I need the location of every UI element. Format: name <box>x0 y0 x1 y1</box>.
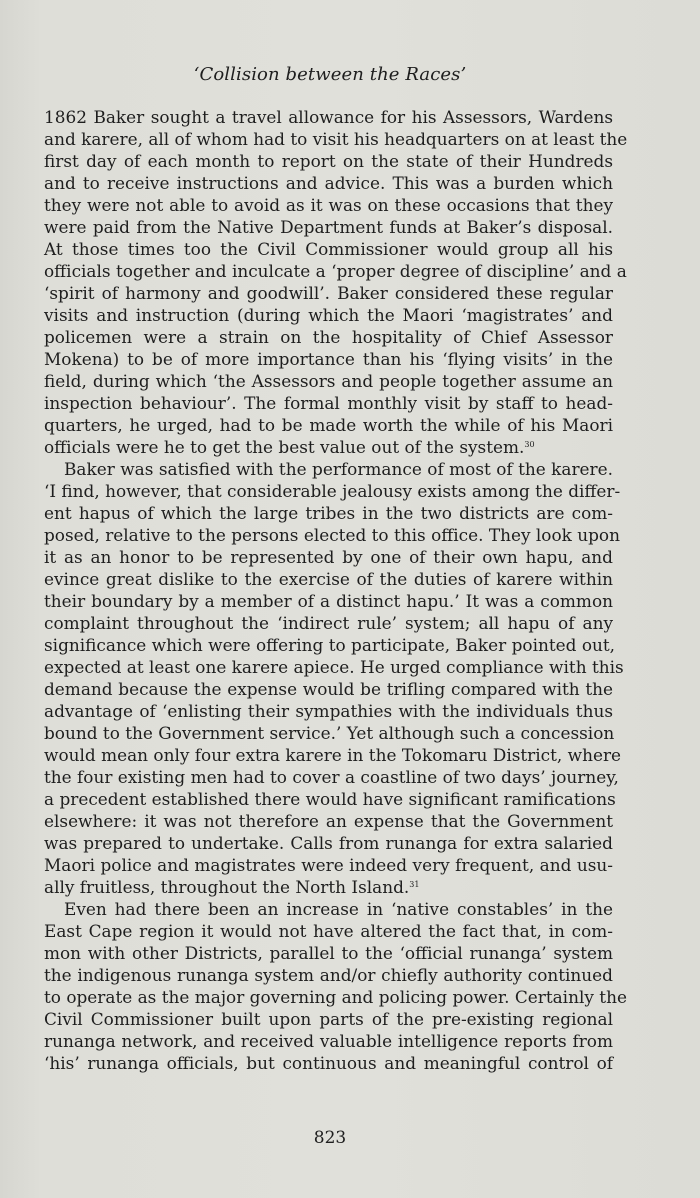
text-line: would mean only four extra karere in the Tokomaru District, where <box>44 745 622 765</box>
text-line: inspection behaviour’. The formal monthly visit by staff to head- <box>44 393 613 413</box>
text-line: Even had there been an increase in ‘native constables’ in the <box>64 899 613 919</box>
text-line: and to receive instructions and advice. This was a burden which <box>44 173 613 193</box>
footnote-marker[interactable]: 30 <box>524 440 535 449</box>
text-line: posed, relative to the persons elected to this office. They look upon <box>44 525 620 545</box>
text-line: to operate as the major governing and policing power. Certainly the <box>44 987 627 1007</box>
text-line: elsewhere: it was not therefore an expense that the Government <box>44 811 613 831</box>
text-line: a precedent established there would have significant ramifications <box>44 789 616 809</box>
text-line: visits and instruction (during which the Maori ‘magistrates’ and <box>44 305 613 325</box>
text-line: At those times too the Civil Commissioner would group all his <box>44 239 613 259</box>
text-line: field, during which ‘the Assessors and people together assume an <box>44 371 613 391</box>
text-line: runanga network, and received valuable intelligence reports from <box>44 1031 613 1051</box>
paragraph <box>44 106 628 458</box>
text-line: Mokena) to be of more importance than his ‘flying visits’ in the <box>44 349 613 369</box>
text-line: their boundary by a member of a distinct hapu.’ It was a common <box>44 591 613 611</box>
text-line: quarters, he urged, had to be made worth the while of his Maori <box>44 415 613 435</box>
page-number: 823 <box>313 1128 347 1148</box>
text-line: ent hapus of which the large tribes in the two districts are com- <box>44 503 613 523</box>
text-line: Maori police and magistrates were indeed very frequent, and usu- <box>44 855 613 875</box>
text-line: expected at least one karere apiece. He urged compliance with this <box>44 657 624 677</box>
text-line: officials were he to get the best value out of the system.$^{30}$ <box>44 437 535 457</box>
paragraph <box>44 898 627 1074</box>
footnote-marker[interactable]: 31 <box>409 880 420 889</box>
paragraph <box>44 458 624 898</box>
text-line: they were not able to avoid as it was on these occasions that they <box>44 195 613 215</box>
text-line: ‘his’ runanga officials, but continuous and meaningful control of <box>44 1053 613 1073</box>
text-line: policemen were a strain on the hospitality of Chief Assessor <box>44 327 613 347</box>
text-line: 1862 Baker sought a travel allowance for his Assessors, Wardens <box>44 107 613 127</box>
text-line: officials together and inculcate a ‘proper degree of discipline’ and a <box>44 261 627 281</box>
text-line: ‘spirit of harmony and goodwill’. Baker considered these regular <box>44 283 613 303</box>
text-line: it as an honor to be represented by one of their own hapu, and <box>44 547 613 567</box>
text-line: Baker was satisfied with the performance of most of the karere. <box>64 459 613 479</box>
text-line: and karere, all of whom had to visit his headquarters on at least the <box>44 129 628 149</box>
text-line: evince great dislike to the exercise of the duties of karere within <box>44 569 613 589</box>
text-line: was prepared to undertake. Calls from runanga for extra salaried <box>44 833 613 853</box>
running-head: ‘Collision between the Races’ <box>193 64 467 85</box>
text-line: Civil Commissioner built upon parts of the pre-existing regional <box>44 1009 613 1029</box>
text-line: ‘I find, however, that considerable jealousy exists among the differ- <box>44 481 621 501</box>
text-line: significance which were offering to participate, Baker pointed out, <box>44 635 616 655</box>
text-line: bound to the Government service.’ Yet although such a concession <box>44 723 615 743</box>
text-line: advantage of ‘enlisting their sympathies with the individuals thus <box>44 701 613 721</box>
text-line: the indigenous runanga system and/or chiefly authority continued <box>44 965 613 985</box>
text-line: the four existing men had to cover a coastline of two days’ journey, <box>44 767 619 787</box>
body-text <box>44 106 628 1074</box>
text-line: were paid from the Native Department funds at Baker’s disposal. <box>44 217 613 237</box>
text-line: ally fruitless, throughout the North Island.$^{31}$ <box>44 877 420 897</box>
text-line: mon with other Districts, parallel to the ‘official runanga’ system <box>44 943 613 963</box>
text-line: complaint throughout the ‘indirect rule’ system; all hapu of any <box>44 613 613 633</box>
text-line: East Cape region it would not have altered the fact that, in com- <box>44 921 613 941</box>
text-line: first day of each month to report on the state of their Hundreds <box>44 151 613 171</box>
text-line: demand because the expense would be trifling compared with the <box>44 679 613 699</box>
